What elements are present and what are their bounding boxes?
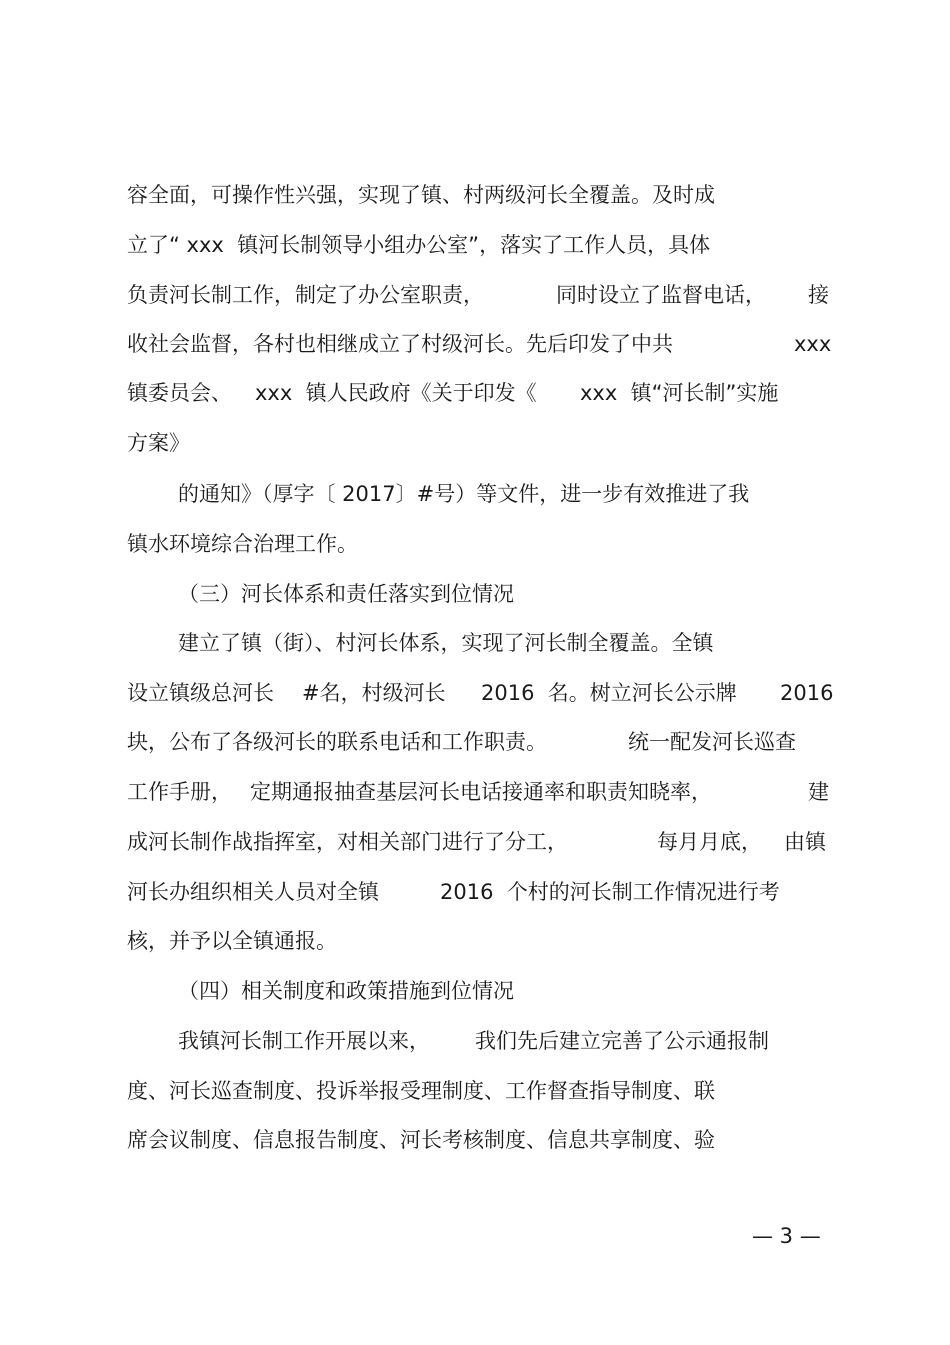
paragraph-line bbox=[0, 324, 950, 364]
text-segment: 2016 bbox=[780, 681, 834, 705]
paragraph-line bbox=[0, 175, 950, 215]
paragraph-line bbox=[0, 1021, 950, 1061]
text-segment: 建立了镇（街）、村河长体系，实现了河长制全覆盖。全镇 bbox=[178, 631, 714, 655]
text-segment: 镇委员会、 bbox=[127, 381, 232, 405]
text-segment: 容全面，可操作性兴强，实现了镇、村两级河长全覆盖。及时成 bbox=[127, 183, 715, 207]
text-segment: 2016 名。树立河长公示牌 bbox=[481, 681, 737, 705]
paragraph-line bbox=[0, 772, 950, 812]
text-segment: 2016 个村的河长制工作情况进行考 bbox=[440, 880, 780, 904]
text-segment: 我镇河长制工作开展以来， bbox=[178, 1029, 430, 1053]
text-segment: 席会议制度、信息报告制度、河长考核制度、信息共享制度、验 bbox=[127, 1128, 715, 1152]
section-heading bbox=[0, 574, 950, 614]
text-segment: 负责河长制工作，制定了办公室职责， bbox=[127, 283, 484, 307]
text-segment: 同时设立了监督电话， bbox=[556, 283, 766, 307]
text-segment: 工作手册， bbox=[127, 780, 232, 804]
text-segment: 镇水环境综合治理工作。 bbox=[127, 532, 358, 556]
paragraph-line bbox=[0, 673, 950, 713]
text-segment: 建 bbox=[808, 780, 829, 804]
text-segment: #名，村级河长 bbox=[302, 681, 446, 705]
text-segment: 由镇 bbox=[784, 830, 826, 854]
text-segment: 每月月底， bbox=[657, 830, 762, 854]
text-segment: 的通知》（厚字〔 2017〕#号）等文件，进一步有效推进了我 bbox=[178, 482, 750, 506]
paragraph-line bbox=[0, 623, 950, 663]
paragraph-line bbox=[0, 822, 950, 862]
text-segment: xxx 镇“河长制”实施 bbox=[580, 381, 779, 405]
text-segment: 立了“ xxx 镇河长制领导小组办公室”，落实了工作人员，具体 bbox=[127, 233, 711, 257]
text-segment: （四）相关制度和政策措施到位情况 bbox=[178, 979, 514, 1003]
paragraph-line bbox=[0, 872, 950, 912]
text-segment: 成河长制作战指挥室，对相关部门进行了分工， bbox=[127, 830, 568, 854]
text-segment: 河长办组织相关人员对全镇 bbox=[127, 880, 379, 904]
text-segment: 定期通报抽查基层河长电话接通率和职责知晓率， bbox=[250, 780, 712, 804]
paragraph-line bbox=[0, 373, 950, 413]
text-segment: 度、河长巡查制度、投诉举报受理制度、工作督查指导制度、联 bbox=[127, 1079, 715, 1103]
text-segment: 收社会监督，各村也相继成立了村级河长。先后印发了中共 bbox=[127, 332, 673, 356]
paragraph-line bbox=[0, 423, 950, 463]
section-heading bbox=[0, 971, 950, 1011]
paragraph-line bbox=[0, 1071, 950, 1111]
paragraph-line bbox=[0, 1120, 950, 1160]
text-segment: 块，公布了各级河长的联系电话和工作职责。 bbox=[127, 730, 547, 754]
paragraph-line bbox=[0, 474, 950, 514]
text-segment: 统一配发河长巡查 bbox=[628, 730, 796, 754]
text-segment: 设立镇级总河长 bbox=[127, 681, 274, 705]
paragraph-line bbox=[0, 225, 950, 265]
paragraph-line bbox=[0, 921, 950, 961]
text-segment: 我们先后建立完善了公示通报制 bbox=[475, 1029, 769, 1053]
text-segment: （三）河长体系和责任落实到位情况 bbox=[178, 582, 514, 606]
paragraph-line bbox=[0, 722, 950, 762]
paragraph-line bbox=[0, 275, 950, 315]
text-segment: 接 bbox=[808, 283, 829, 307]
text-segment: xxx 镇人民政府《关于印发《 bbox=[255, 381, 537, 405]
text-segment: 核，并予以全镇通报。 bbox=[127, 929, 337, 953]
page-number: — 3 — bbox=[752, 1224, 821, 1248]
text-segment: xxx bbox=[794, 332, 832, 356]
text-segment: 方案》 bbox=[127, 431, 190, 455]
paragraph-line bbox=[0, 524, 950, 564]
